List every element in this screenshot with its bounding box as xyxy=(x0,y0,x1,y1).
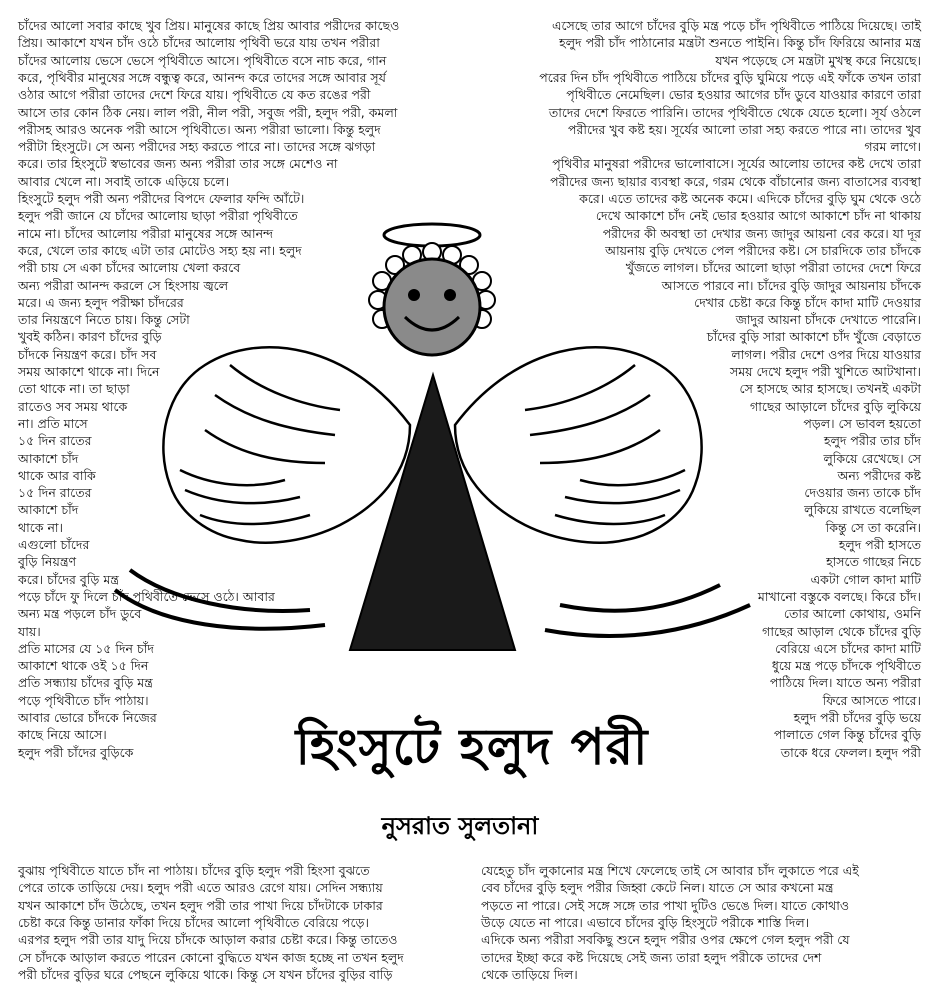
text-line: আসতে পারবে না। চাঁদের বুড়ি জাদুর আয়নায় চাঁদকে xyxy=(661,277,921,293)
angel-illustration-icon xyxy=(110,215,770,665)
text-line: কাছে নিয়ে আসে। xyxy=(18,727,107,743)
text-line: খুঁজতে লাগল। চাঁদের আলো ছাড়া পরীরা তাদের দেশে ফিরে xyxy=(625,260,921,276)
text-line: পরী চাঁদের বুড়ির ঘরে পেছনে লুকিয়ে থাকে। কিন্তু সে যখন চাঁদের বুড়ির বাড়ি xyxy=(18,966,393,982)
text-line: হিংসুটে হলুদ পরী অন্য পরীদের বিপদে ফেলার ফন্দি আঁটে। xyxy=(18,191,305,206)
text-line: পরীদের কী অবস্থা তা দেখার জন্য জাদুর আয়না বের করে। যা দূর xyxy=(602,225,921,241)
text-line: করে। এতে তাদের কষ্ট অনেক কমে। এদিকে চাঁদের বুড়ি ঘুম থেকে ওঠে xyxy=(579,191,921,206)
text-line: তোর আলো কোথায়, ওমনি xyxy=(783,606,921,622)
text-line: থাকে না। xyxy=(18,519,64,535)
text-line: দেওয়ার জন্য তাকে চাঁদ xyxy=(804,485,921,501)
text-line: হলুদ পরী চাঁদ পাঠানোর মন্ত্রটা শুনতে পাইনি। কিন্তু চাঁদ ফিরিয়ে আনার মন্ত্র xyxy=(559,35,921,51)
text-line: খুবই কঠিন। কারণ চাঁদের বুড়ি xyxy=(18,329,162,345)
text-line: কিন্তু সে তা করেনি। xyxy=(825,519,921,535)
text-line: চাঁদকে নিয়ন্ত্রণ করে। চাঁদ সব xyxy=(18,346,157,362)
text-line: রাতেও সব সময় থাকে xyxy=(18,398,128,414)
text-line: আকাশে থাকে ওই ১৫ দিন xyxy=(18,658,149,674)
text-line: ১৫ দিন রাতের xyxy=(18,485,92,501)
text-line: করে। চাঁদের বুড়ি মন্ত্র xyxy=(18,571,119,587)
text-line: এগুলো চাঁদের xyxy=(18,537,90,552)
left-eye-icon xyxy=(408,289,420,301)
text-line: তো থাকে না। তা ছাড়া xyxy=(18,381,130,397)
text-line: চাঁদের আলো সবার কাছে খুব প্রিয়। মানুষের কাছে প্রিয় আবার পরীদের কাছেও xyxy=(18,18,400,33)
text-line: হলুদ পরী চাঁদের বুড়ি ভয়ে xyxy=(793,710,921,725)
text-line: হলুদ পরী চাঁদের বুড়িকে xyxy=(18,744,134,760)
text-line: জাদুর আয়না চাঁদকে দেখাতে পারেনি। xyxy=(735,312,921,328)
text-line: হাসতে গাছের নিচে xyxy=(826,554,921,570)
text-line: যায়। xyxy=(18,623,41,639)
text-line: বুড়ি নিয়ন্ত্রণ xyxy=(18,554,77,570)
text-line: পরীদের জন্য ছায়ার ব্যবস্থা করে, গরম থেকে বাঁচানোর জন্য বাতাসের ব্যবস্থা xyxy=(550,173,921,189)
text-line: হলুদ পরী হাসতে xyxy=(838,537,921,552)
angel-face-icon xyxy=(384,259,480,355)
left-wing-icon xyxy=(115,347,410,628)
text-line: পৃথিবীতে নেমেছিল। ভোর হওয়ার আগের চাঁদ ডুবে যাওয়ার কারণে তারা xyxy=(566,87,921,103)
text-line: তাদের দেশে ফিরতে পারিনি। তাদের পৃথিবীতে থেকে যেতে হলো। সূর্য ওঠলে xyxy=(548,104,921,120)
text-line: প্রতি মাসের যে ১৫ দিন চাঁদ xyxy=(18,640,154,656)
text-line: আকাশে চাঁদ xyxy=(18,450,79,466)
text-line: আয়নায় বুড়ি দেখতে পেল পরীদের কষ্ট। সে চারদিকে তার চাঁদকে xyxy=(605,242,921,258)
text-line: চাঁদের আলোয় ভেসে ভেসে পৃথিবীতে আসে। পৃথিবীতে বসে নাচ করে, গান xyxy=(18,52,387,68)
text-line: অন্য পরীদের কষ্ট xyxy=(837,467,921,483)
text-line: বেরিয়ে এসে চাঁদের কাদা মাটি xyxy=(775,640,921,656)
text-line: পড়তে না পারে। সেই সঙ্গে সঙ্গে তার পাখা দুটিও ভেঙে দিল। যাতে কোথাও xyxy=(481,897,850,913)
text-line: অন্য মন্ত্র পড়লে চাঁদ ডুবে xyxy=(18,606,142,622)
right-eye-icon xyxy=(444,289,456,301)
text-line: ওঠার আগে পরীরা তাদের দেশে ফিরে যায়। পৃথিবীতে যে কত রঙের পরী xyxy=(18,87,371,103)
text-line: করে। তার হিংসুটে স্বভাবের জন্য অন্য পরীরা তার সঙ্গে মেশেও না xyxy=(18,156,338,172)
text-line: উড়ে যেতে না পারে। এভাবে চাঁদের বুড়ি হিংসুটে পরীকে শাস্তি দিল। xyxy=(481,914,810,930)
text-line: লুকিয়ে রেখেছে। সে xyxy=(823,450,921,466)
text-line: মাখানো বস্তুকে বলছে। কিরে চাঁদ। xyxy=(757,588,921,604)
text-line: বেব চাঁদের বুড়ি হলুদ পরীর জিহ্বা কেটে নিল। যাতে সে আর কখনো মন্ত্র xyxy=(481,880,834,896)
text-line: লাগল। পরীর দেশে ওপর দিয়ে যাওয়ার xyxy=(731,346,921,362)
text-line: আসে তার কোন ঠিক নেয়। লাল পরী, নীল পরী, সবুজ পরী, হলুদ পরী, কমলা xyxy=(18,104,398,120)
text-line: পালাতে গেল কিন্তু চাঁদের বুড়ি xyxy=(773,727,921,743)
text-line: পড়ে চাঁদে ফু দিলে চাঁদ পৃথিবীতে ভেসে ওঠে। আবার xyxy=(18,588,275,604)
text-line: সময় দেখে হলুদ পরী খুশিতে আটখানা। xyxy=(729,364,921,379)
text-line: ধুয়ে মন্ত্র পড়ে চাঁদকে পৃথিবীতে xyxy=(771,658,921,674)
text-line: বুঝায় পৃথিবীতে যাতে চাঁদ না পাঠায়। চাঁদের বুড়ি হলুদ পরী হিংসা বুঝতে xyxy=(18,863,370,878)
text-line: চাঁদের বুড়ি সারা আকাশে চাঁদ খুঁজে বেড়াতে xyxy=(706,329,921,345)
text-line: পেরে তাকে তাড়িয়ে দেয়। হলুদ পরী এতে আরও রেগে যায়। সেদিন সন্ধ্যায় xyxy=(18,880,383,896)
story-author: নুসরাত সুলতানা xyxy=(381,811,539,840)
text-line: লুকিয়ে রাখতে বলেছিল xyxy=(804,502,921,518)
text-line: পাঠিয়ে দিল। যাতে অন্য পরীরা xyxy=(769,675,921,691)
text-line: থেকে তাড়িয়ে দিল। xyxy=(481,966,578,982)
text-line: পৃথিবীর মানুষরা পরীদের ভালোবাসে। সূর্যের আলোয় তাদের কষ্ট দেখে তারা xyxy=(552,156,921,172)
text-line: পড়ল। সে ভাবল হয়তো xyxy=(803,415,921,431)
text-line: সময় আকাশে থাকে না। দিনে xyxy=(18,364,160,379)
text-line: সে হাসছে আর হাসছে। তখনই একটা xyxy=(739,381,921,397)
text-line: পরের দিন চাঁদ পৃথিবীতে পাঠিয়ে চাঁদের বুড়ি ঘুমিয়ে পড়ে এই ফাঁকে তখন তারা xyxy=(539,69,921,85)
text-line: করে, খেলে তার কাছে এটা তার মোটেও সহ্য হয় না। হলুদ xyxy=(18,242,302,258)
text-line: প্রিয়। আকাশে যখন চাঁদ ওঠে চাঁদের আলোয় পৃথিবী ভরে যায় তখন পরীরা xyxy=(18,35,380,51)
text-line: তাকে ধরে ফেলল। হলুদ পরী xyxy=(780,744,921,760)
right-wing-icon xyxy=(455,347,750,636)
text-line: আবার ভোরে চাঁদকে নিজের xyxy=(18,710,157,725)
text-line: গরম লাগে। xyxy=(864,139,921,155)
text-line: পরীসহ আরও অনেক পরী আসে পৃথিবীতে। অন্য পরীরা ভালো। কিন্তু হলুদ xyxy=(18,121,381,137)
text-line: না। প্রতি মাসে xyxy=(18,415,88,431)
text-line: প্রতি সন্ধ্যায় চাঁদের বুড়ি মন্ত্র xyxy=(18,675,153,691)
text-line: এসেছে তার আগে চাঁদের বুড়ি মন্ত্র পড়ে চাঁদ পৃথিবীতে পাঠিয়ে দিয়েছে। তাই xyxy=(551,18,921,33)
text-line: চেষ্টা করে কিন্তু ডানার ফাঁকা দিয়ে চাঁদের আলো পৃথিবীতে বেরিয়ে পড়ে। xyxy=(18,914,369,930)
text-line: অন্য পরীরা আনন্দ করলে সে হিংসায় জ্বলে xyxy=(18,277,229,293)
text-line: তার নিয়ন্ত্রণে নিতে চায়। কিন্তু সেটা xyxy=(18,312,190,328)
text-line: সে চাঁদকে আড়াল করতে পারেন কোনো বুদ্ধিতে যখন কাজ হচ্ছে না তখন হলুদ xyxy=(18,949,404,965)
text-line: থাকে আর বাকি xyxy=(18,467,96,483)
story-title: হিংসুটে হলুদ পরী xyxy=(295,717,649,776)
text-line: তাদের ইচ্ছা করে কষ্ট দিয়েছে সেই জন্য তারা হলুদ পরীকে তাদের দেশ xyxy=(481,949,822,965)
text-line: একটা গোল কাদা মাটি xyxy=(810,571,921,587)
text-line: গাছের আড়াল থেকে চাঁদের বুড়ি xyxy=(762,623,921,639)
text-line: ফিরে আসতে পারে। xyxy=(822,692,921,708)
text-line: দেখার চেষ্টা করে কিন্তু চাঁদে কাদা মাটি দেওয়ার xyxy=(694,294,921,310)
text-line: মরে। এ জন্য হলুদ পরীক্ষা চাঁদরের xyxy=(18,294,184,310)
text-line: হলুদ পরী জানে যে চাঁদের আলোয় ছাড়া পরীরা পৃথিবীতে xyxy=(18,208,298,224)
text-line: এদিকে অন্য পরীরা সবকিছু শুনে হলুদ পরীর ওপর ক্ষেপে গেল হলুদ পরী যে xyxy=(481,932,850,948)
text-line: যখন আকাশে চাঁদ উঠেছে, তখন হলুদ পরী তার পাখা দিয়ে চাঁদটাকে ঢাকার xyxy=(18,897,383,913)
text-line: পরীদের খুব কষ্ট হয়। সূর্যের আলো তারা সহ্য করতে পারে না। তাদের খুব xyxy=(568,121,921,137)
text-line: পড়ে পৃথিবীতে চাঁদ পাঠায়। xyxy=(18,692,149,708)
text-line: গাছের আড়ালে চাঁদের বুড়ি লুকিয়ে xyxy=(750,398,921,414)
text-line: করে, পৃথিবীর মানুষের সঙ্গে বন্ধুত্ব করে, আনন্দ করে তাদের সঙ্গে আবার সূর্য xyxy=(18,69,386,85)
text-line: যেহেতু চাঁদ লুকানোর মন্ত্র শিখে ফেলেছে তাই সে আবার চাঁদ লুকাতে পরে এই xyxy=(481,863,859,878)
text-line: এরপর হলুদ পরী তার যাদু দিয়ে চাঁদকে আড়াল করার চেষ্টা করে। কিন্তু তাতেও xyxy=(18,932,398,948)
text-line: যখন পড়েছে সে মন্ত্রটা মুখস্থ করে নিয়েছে। xyxy=(715,52,921,68)
text-line: আবার খেলে না। সবাই তাকে এড়িয়ে চলে। xyxy=(18,173,230,189)
text-line: পরী চায় সে একা চাঁদের আলোয় খেলা করবে xyxy=(18,260,241,276)
text-line: আকাশে চাঁদ xyxy=(18,502,79,518)
text-line: হলুদ পরীর তার চাঁদ xyxy=(824,433,921,449)
text-line: পরীটা হিংসুটে। সে অন্য পরীদের সহ্য করতে পারে না। তাদের সঙ্গে ঝগড়া xyxy=(18,139,376,155)
text-line: দেখে আকাশে চাঁদ নেই ভোর হওয়ার আগে আকাশে চাঁদ না থাকায় xyxy=(595,208,921,224)
text-line: নামে না। চাঁদের আলোয় পরীরা মানুষের সঙ্গে আনন্দ xyxy=(18,225,274,241)
text-line: ১৫ দিন রাতের xyxy=(18,433,92,449)
